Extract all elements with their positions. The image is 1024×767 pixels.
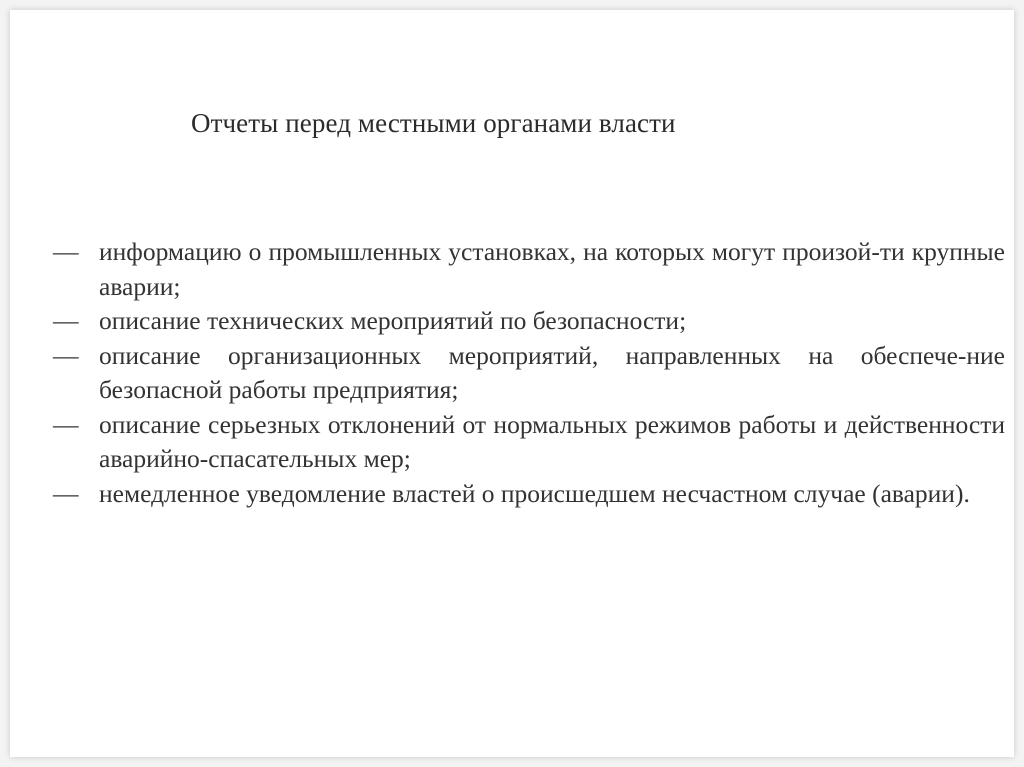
slide-title: Отчеты перед местными органами власти: [191, 108, 676, 138]
list-item-text: описание организационных мероприятий, направленных на обеспече-ние безопасной работы предприятия;: [99, 340, 1005, 404]
list-item-text: описание серьезных отклонений от нормальных режимов работы и действенности аварийно-спасательных мер;: [99, 409, 1005, 473]
list-item: [53, 408, 1005, 477]
list-item-text: описание технических мероприятий по безопасности;: [99, 306, 687, 335]
dash-bullet: —: [53, 237, 79, 266]
list-item: [53, 477, 1005, 512]
dash-bullet: —: [53, 478, 79, 508]
dash-bullet: —: [53, 306, 79, 335]
dash-bullet: —: [53, 409, 79, 439]
dash-bullet: —: [53, 340, 79, 370]
list-item-text: немедленное уведомление властей о происшедшем несчастном случае (аварии).: [99, 478, 970, 508]
list-item: [53, 304, 1005, 339]
list-item-text: информацию о промышленных установках, на которых могут произой-ти крупные аварии;: [99, 237, 1005, 301]
bullet-list: [53, 235, 1005, 511]
slide: [10, 10, 1014, 757]
list-item: [53, 235, 1005, 304]
list-item: [53, 339, 1005, 408]
